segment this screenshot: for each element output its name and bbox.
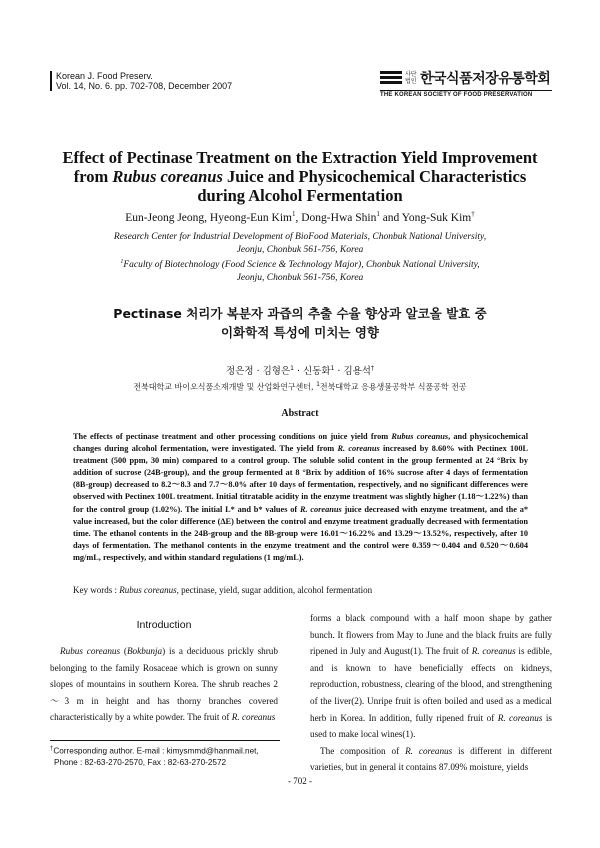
intro-paragraph-cont: forms a black compound with a half moon shape by gather bunch. It flowers from May to June and the black fruits are fully ripened in July and August(1). The fruit of R. coreanus is edible, and is known to have beneficially effects on kidneys, reproduction, robustness, clearing of the blood, and strengthening of the liver(2). Unripe fruit is often boiled and used as a medical herb in Korea. In addition, fully ripened fruit of R. coreanus is used to make local wines(1).: [310, 613, 553, 740]
intro-right-column: [310, 610, 552, 776]
society-korean-name: 한국식품저장유통학회: [420, 71, 551, 87]
korean-affiliation: 전북대학교 바이오식품소재개발 및 산업화연구센터, $^1$전북대학교 응용생물공학부 식품공학 전공: [133, 381, 467, 392]
keywords: Key words : Rubus coreanus, pectinase, yield, sugar addition, alcohol fermentation: [73, 585, 373, 595]
affiliation-2: $^1$Faculty of Biotechnology (Food Science & Technology Major), Chonbuk National University, Jeonju, Chonbuk 561-756, Korea: [120, 259, 480, 283]
journal-volume: Vol. 14, No. 6. pp. 702-708, December 2007: [56, 81, 233, 91]
society-logo: [380, 68, 552, 98]
paper-title: Effect of Pectinase Treatment on the Extraction Yield Improvement from Rubus coreanus Juice and Physicochemical Characteristics during Alcohol Fermentation: [62, 148, 538, 205]
journal-name: Korean J. Food Preserv.: [56, 71, 153, 81]
section-heading: Introduction: [136, 619, 192, 631]
intro-left-column: [50, 606, 278, 726]
affiliation-1: Research Center for Industrial Development of BioFood Materials, Chonbuk National University, Jeonju, Chonbuk 561-756, Korea: [113, 232, 487, 255]
society-emblem-icon: [380, 70, 402, 86]
society-corp-label: 사단 법인: [405, 71, 417, 85]
intro-paragraph-2: The composition of R. coreanus is different in different varieties, but in general it contains 87.09% moisture, yields: [310, 745, 553, 773]
society-english-name: THE KOREAN SOCIETY OF FOOD PRESERVATION: [380, 90, 552, 98]
page-number: - 702 -: [288, 776, 312, 786]
author-list: Eun-Jeong Jeong, Hyeong-Eun Kim$^1$, Dong-Hwa Shin$^1$ and Yong-Suk Kim†: [125, 210, 475, 224]
corresponding-author-footnote: †Corresponding author. E-mail : kimysmmd@hanmail.net, Phone : 82-63-270-2570, Fax : 82-63-270-2572: [50, 740, 280, 768]
intro-paragraph: Rubus coreanus (Bokbunja) is a deciduous prickly shrub belonging to the family Rosaceae which is grown on sunny slopes of mountains in southern Korea. The shrub reaches 2～3 m in height and has thorny branches covered characteristically by a white powder. The fruit of R. coreanus: [50, 646, 278, 723]
korean-author-list: 정은정 · 김형은$^1$ · 신동화$^1$ · 김용석†: [226, 364, 374, 377]
abstract-body: The effects of pectinase treatment and other processing conditions on juice yield from Rubus coreanus, and physicochemical changes during alcohol fermentation, were investigated. The yield from R. coreanus increased by 8.60% with Pectinex 100L treatment (500 ppm, 30 min) compared to a control group. The soluble solid content in the group fermented at 24 °Brix by addition of sucrose (24B-group), and the group fermented at 8 °Brix by addition of 16% sucrose after 4 days of fermentation (8B-group) decreased to 8.2～8.3 and 7.7～8.0% after 10 days of fermentation, respectively, and no significant differences were observed with Pectinex 100L treatment. Initial titratable acidity in the enzyme treatment was slightly higher (1.18～1.22%) than for the control group (1.02%). The initial L* and b* values of R. coreanus juice decreased with enzyme treatment, and the a* value increased, but the color difference (ΔE) between the control and enzyme treatment gradually decreased with fermentation time. The ethanol contents in the 24B-group and the 8B-group were 16.01～16.22% and 13.29～13.52%, respectively, after 10 days of fermentation. The methanol contents in the enzyme treatment and the control were 0.359～0.404 and 0.520～0.604 mg/mL, respectively, and within standard regulations (1 mg/mL).: [73, 432, 529, 562]
abstract-heading: Abstract: [281, 408, 319, 419]
journal-citation: [50, 71, 232, 91]
korean-title: Pectinase 처리가 복분자 과즙의 추출 수율 향상과 알코올 발효 중 이화학적 특성에 미치는 영향: [113, 306, 487, 340]
